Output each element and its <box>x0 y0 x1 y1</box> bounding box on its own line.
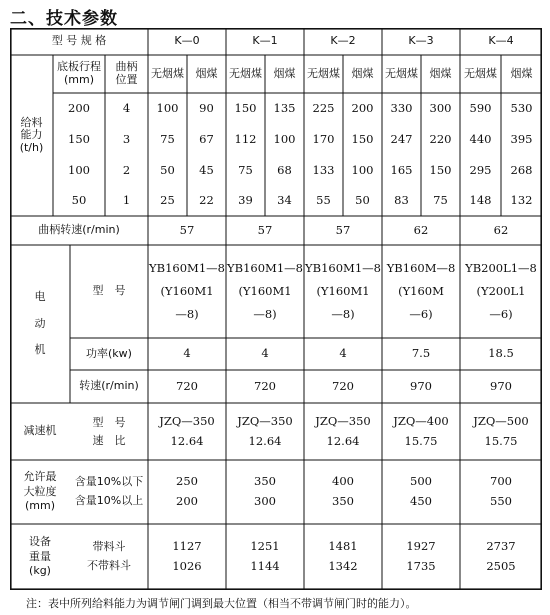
capacity-value: 25 <box>160 192 175 207</box>
model-name: K—0 <box>174 34 200 48</box>
capacity-value: 75 <box>433 192 448 207</box>
feed-capacity-label <box>10 55 53 216</box>
motor-model-line: YB160M1—8 <box>227 261 303 275</box>
grain-cell <box>382 460 460 524</box>
motor-label-char: 机 <box>34 343 46 357</box>
motor-model-line: (Y160M1 <box>238 284 292 298</box>
weight-with-hopper-label: 带料斗 <box>92 540 126 554</box>
capacity-value: 268 <box>510 162 533 177</box>
capacity-value: 100 <box>273 131 296 146</box>
motor-model-cell <box>226 245 304 338</box>
capacity-value: 22 <box>199 192 214 207</box>
coal-type-bituminous: 烟煤 <box>429 66 452 80</box>
motor-speed-label: 转速(r/min) <box>79 379 139 393</box>
coal-type-bituminous: 烟煤 <box>273 66 296 80</box>
weight-sub-labels <box>70 524 148 590</box>
model-name: K—1 <box>252 34 278 48</box>
capacity-label-line-2: 能力 <box>20 128 43 142</box>
stroke-header-unit: (mm) <box>63 73 94 86</box>
coal-type-anthracite: 无烟煤 <box>151 66 184 80</box>
crank-speed-value: 62 <box>493 222 509 237</box>
crank-position-value: 1 <box>122 192 131 207</box>
motor-model-line: (Y200L1 <box>476 284 526 298</box>
capacity-value: 50 <box>160 162 175 177</box>
motor-speed-value: 720 <box>176 378 198 393</box>
coal-type-bituminous: 烟煤 <box>510 66 533 80</box>
reducer-cell <box>148 403 226 460</box>
capacity-value: 68 <box>277 162 292 177</box>
weight-cell-line-1: 1481 <box>328 539 358 554</box>
grain-sub-labels <box>70 460 148 524</box>
reducer-cell <box>382 403 460 460</box>
capacity-value: 440 <box>469 131 492 146</box>
grain-cell-line-1: 400 <box>332 474 354 489</box>
grain-cell-line-2: 300 <box>254 494 276 508</box>
reducer-label: 减速机 <box>23 424 57 438</box>
table-footnote: 注：表中所列给料能力为调节闸门调到最大位置（相当不带调节闸门时的能力）。 <box>26 597 417 610</box>
capacity-value: 150 <box>351 131 374 146</box>
weight-label-line-1: 设备 <box>29 534 51 548</box>
crank-speed-label: 曲柄转速(r/min) <box>38 223 120 237</box>
weight-cell <box>148 524 226 590</box>
section-title: 二、技术参数 <box>10 9 118 29</box>
weight-cell-line-1: 1927 <box>406 539 436 554</box>
motor-model-line: —8) <box>253 307 277 321</box>
model-name: K—2 <box>330 34 356 48</box>
reducer-cell-line-1: JZQ—350 <box>237 413 293 428</box>
capacity-value: 39 <box>238 192 253 207</box>
weight-cell-line-1: 2737 <box>486 539 516 554</box>
motor-model-line: —6) <box>409 307 433 321</box>
motor-power-value: 18.5 <box>488 346 514 361</box>
weight-label-line-3: (kg) <box>29 564 51 578</box>
motor-label-char: 动 <box>34 316 46 330</box>
capacity-value: 200 <box>351 100 374 115</box>
weight-cell-line-2: 1144 <box>250 559 280 573</box>
reducer-model-label: 型 号 <box>92 415 126 429</box>
capacity-value: 247 <box>390 131 413 146</box>
motor-model-cell <box>304 245 382 338</box>
capacity-value: 75 <box>238 162 253 177</box>
grain-cell-line-2: 550 <box>490 494 512 508</box>
crank-position-value: 2 <box>122 162 131 177</box>
crank-header-line-2: 位置 <box>115 73 138 86</box>
max-grain-size-label <box>10 460 70 524</box>
capacity-value: 100 <box>156 100 179 115</box>
capacity-value: 590 <box>469 100 492 115</box>
weight-cell-line-2: 2505 <box>486 559 516 573</box>
motor-model-cell <box>382 245 460 338</box>
grain-cell-line-2: 350 <box>332 494 354 508</box>
grain-cell <box>304 460 382 524</box>
model-spec-label: 型 号 规 格 <box>51 34 107 48</box>
crank-position-header <box>105 55 148 93</box>
reducer-cell-line-2: 12.64 <box>170 433 204 448</box>
coal-type-bituminous: 烟煤 <box>195 66 218 80</box>
motor-model-line: —8) <box>175 307 199 321</box>
reducer-cell-line-1: JZQ—500 <box>473 413 529 428</box>
capacity-value: 165 <box>390 162 413 177</box>
capacity-label-line-1: 给料 <box>20 115 43 129</box>
coal-type-anthracite: 无烟煤 <box>229 66 262 80</box>
motor-model-cell <box>460 245 542 338</box>
coal-type-anthracite: 无烟煤 <box>307 66 340 80</box>
motor-model-line: —6) <box>489 307 513 321</box>
grain-label-line-2: 大粒度 <box>23 484 57 498</box>
reducer-cell-line-2: 15.75 <box>484 433 518 448</box>
motor-power-value: 4 <box>183 346 191 361</box>
weight-cell-line-1: 1251 <box>250 539 280 554</box>
capacity-value: 67 <box>199 131 214 146</box>
grain-cell <box>148 460 226 524</box>
reducer-cell <box>460 403 542 460</box>
motor-model-line: YB200L1—8 <box>465 261 537 275</box>
reducer-sub-labels <box>70 403 148 460</box>
capacity-value: 530 <box>510 100 533 115</box>
stroke-value: 100 <box>68 162 90 177</box>
motor-speed-value: 720 <box>254 378 276 393</box>
motor-speed-value: 970 <box>490 378 512 393</box>
capacity-value: 55 <box>316 192 331 207</box>
motor-model-cell <box>148 245 226 338</box>
grain-cell <box>460 460 542 524</box>
crank-speed-value: 57 <box>257 222 273 237</box>
stroke-header <box>53 55 105 93</box>
crank-speed-value: 57 <box>179 222 195 237</box>
grain-below-label: 含量10%以下 <box>74 475 144 489</box>
motor-model-line: (Y160M1 <box>316 284 370 298</box>
stroke-value: 200 <box>68 100 90 115</box>
coal-type-anthracite: 无烟煤 <box>464 66 497 80</box>
reducer-cell-line-2: 12.64 <box>248 433 282 448</box>
weight-without-hopper-label: 不带料斗 <box>87 559 131 572</box>
stroke-header-label: 底板行程 <box>57 60 101 74</box>
crank-speed-value: 57 <box>335 222 351 237</box>
capacity-value: 148 <box>469 192 492 207</box>
reducer-cell <box>304 403 382 460</box>
reducer-ratio-label: 速 比 <box>92 433 126 447</box>
model-name: K—3 <box>408 34 434 48</box>
coal-type-anthracite: 无烟煤 <box>385 66 418 80</box>
model-name: K—4 <box>488 34 514 48</box>
equipment-weight-label <box>10 524 70 590</box>
grain-cell-line-1: 350 <box>254 474 276 489</box>
motor-speed-value: 720 <box>332 378 354 393</box>
weight-cell-line-1: 1127 <box>172 539 202 554</box>
reducer-cell-line-2: 12.64 <box>326 433 360 448</box>
reducer-cell-line-2: 15.75 <box>404 433 438 448</box>
weight-cell-line-2: 1735 <box>406 559 436 573</box>
crank-header-line-1: 曲柄 <box>115 60 138 74</box>
motor-power-value: 4 <box>261 346 269 361</box>
motor-model-line: (Y160M <box>398 284 444 298</box>
weight-label-line-2: 重量 <box>29 549 51 563</box>
reducer-cell-line-1: JZQ—400 <box>393 413 449 428</box>
weight-cell-line-2: 1342 <box>328 559 358 573</box>
motor-model-line: YB160M1—8 <box>149 261 225 275</box>
motor-power-label: 功率(kw) <box>86 346 132 360</box>
crank-position-value: 4 <box>122 100 131 115</box>
capacity-value: 133 <box>312 162 335 177</box>
grain-above-label: 含量10%以上 <box>74 494 144 507</box>
grain-cell-line-1: 500 <box>410 474 432 489</box>
capacity-value: 34 <box>277 192 292 207</box>
grain-cell-line-2: 200 <box>176 494 198 508</box>
stroke-value: 50 <box>71 192 87 207</box>
capacity-value: 83 <box>394 192 409 207</box>
grain-cell-line-1: 250 <box>176 474 198 489</box>
grain-label-line-3: (mm) <box>24 499 55 513</box>
capacity-value: 170 <box>312 131 335 146</box>
capacity-value: 330 <box>390 100 413 115</box>
capacity-value: 132 <box>510 192 533 207</box>
capacity-value: 135 <box>273 100 296 115</box>
weight-cell <box>226 524 304 590</box>
grain-label-line-1: 允许最 <box>23 469 57 483</box>
capacity-value: 395 <box>510 131 533 146</box>
motor-power-value: 4 <box>339 346 347 361</box>
capacity-value: 150 <box>429 162 452 177</box>
capacity-value: 90 <box>199 100 214 115</box>
coal-type-bituminous: 烟煤 <box>351 66 374 80</box>
capacity-value: 50 <box>355 192 370 207</box>
tech-params-table <box>10 28 542 590</box>
motor-model-line: YB160M1—8 <box>305 261 381 275</box>
motor-speed-value: 970 <box>410 378 432 393</box>
capacity-value: 75 <box>160 131 175 146</box>
capacity-value: 45 <box>199 162 214 177</box>
capacity-value: 220 <box>429 131 452 146</box>
capacity-value: 150 <box>234 100 257 115</box>
weight-cell-line-2: 1026 <box>172 559 202 573</box>
motor-model-line: YB160M—8 <box>386 261 456 275</box>
motor-model-line: —8) <box>331 307 355 321</box>
stroke-value: 150 <box>68 131 90 146</box>
capacity-label-line-3: (t/h) <box>19 140 44 154</box>
motor-label <box>10 245 70 403</box>
crank-speed-value: 62 <box>413 222 429 237</box>
capacity-value: 100 <box>351 162 374 177</box>
weight-cell <box>382 524 460 590</box>
motor-power-value: 7.5 <box>411 346 431 361</box>
weight-cell <box>304 524 382 590</box>
grain-cell <box>226 460 304 524</box>
motor-label-char: 电 <box>34 290 46 304</box>
reducer-cell <box>226 403 304 460</box>
grain-cell-line-1: 700 <box>490 474 512 489</box>
reducer-cell-line-1: JZQ—350 <box>159 413 215 428</box>
weight-cell <box>460 524 542 590</box>
motor-type-label: 型 号 <box>92 284 126 298</box>
grain-cell-line-2: 450 <box>410 494 432 508</box>
capacity-value: 300 <box>429 100 452 115</box>
capacity-value: 225 <box>312 100 335 115</box>
capacity-value: 295 <box>469 162 492 177</box>
crank-position-value: 3 <box>122 131 131 146</box>
reducer-cell-line-1: JZQ—350 <box>315 413 371 428</box>
capacity-value: 112 <box>234 131 257 146</box>
motor-model-line: (Y160M1 <box>160 284 214 298</box>
